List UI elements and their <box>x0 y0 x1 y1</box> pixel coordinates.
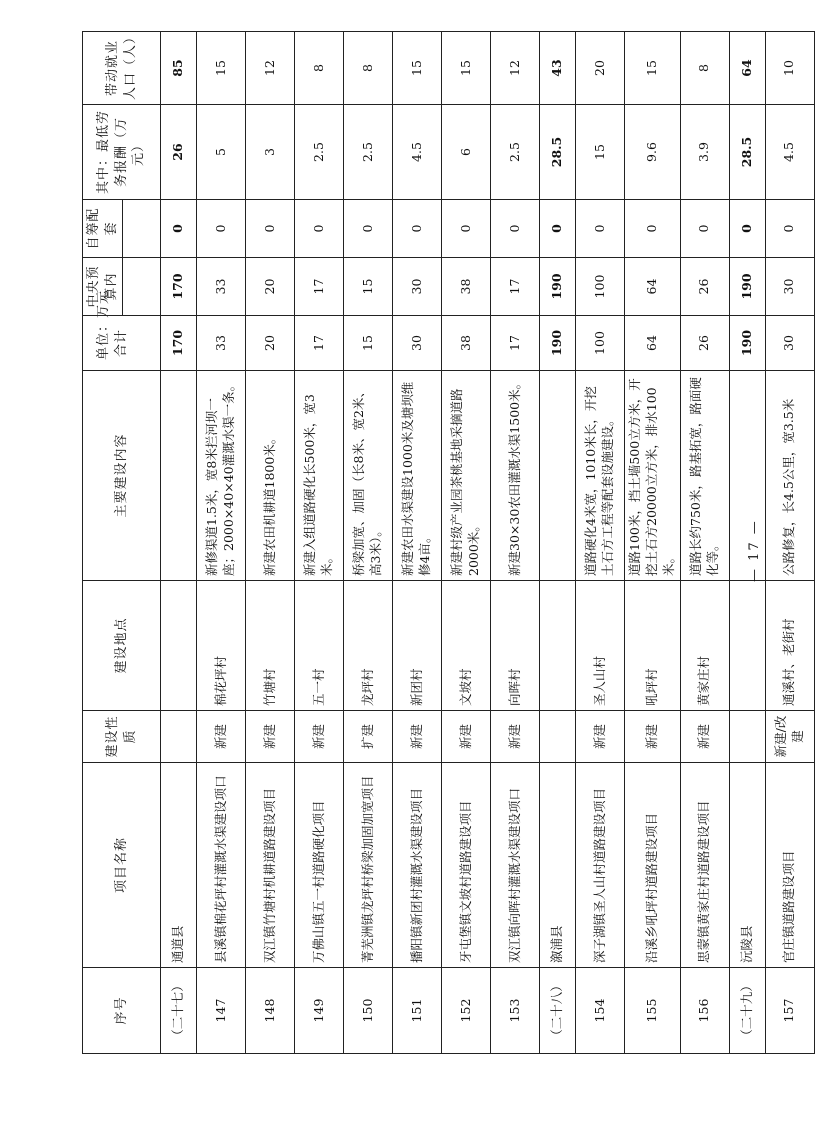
cell-jobs: 20 <box>576 32 625 105</box>
cell-self: 0 <box>729 200 765 258</box>
cell-central: 64 <box>625 258 681 316</box>
cell-total: 100 <box>576 316 625 371</box>
cell-seq: 150 <box>344 968 393 1054</box>
project-table <box>82 31 815 1054</box>
cell-jobs: 12 <box>491 32 540 105</box>
group-row <box>161 32 197 1054</box>
cell-location: 圣人山村 <box>576 581 625 711</box>
cell-jobs: 12 <box>246 32 295 105</box>
cell-name: 县溪镇棉花坪村灌溉水渠建设项口 <box>197 763 246 968</box>
table-row <box>393 32 442 1054</box>
cell-seq: 154 <box>576 968 625 1054</box>
cell-name: 牙屯堡镇文坡村道路建设项目 <box>442 763 491 968</box>
cell-seq: 155 <box>625 968 681 1054</box>
cell-location: 新团村 <box>393 581 442 711</box>
cell-location: 五一村 <box>295 581 344 711</box>
cell-labor: 5 <box>197 105 246 200</box>
header-spacer <box>123 258 161 316</box>
cell-location: 吼坪村 <box>625 581 681 711</box>
cell-location: 通溪村、老街村 <box>765 581 814 711</box>
cell-total: 190 <box>729 316 765 371</box>
cell-jobs: 15 <box>393 32 442 105</box>
cell-content: 新修渠道1.5米，宽8米拦河坝一座；2000×40×40灌溉水渠一条。 <box>197 371 246 581</box>
header-nature: 建设性质 <box>83 711 161 763</box>
cell-nature: 新建 <box>197 711 246 763</box>
cell-location <box>540 581 576 711</box>
cell-labor: 28.5 <box>729 105 765 200</box>
cell-content: 新建30×30农田灌溉水渠1500米。 <box>491 371 540 581</box>
cell-nature: 新建 <box>246 711 295 763</box>
cell-jobs: 43 <box>540 32 576 105</box>
cell-jobs: 15 <box>442 32 491 105</box>
cell-content: 新建农田水渠建设1000米及塘坝维修4亩。 <box>393 371 442 581</box>
cell-location: 龙坪村 <box>344 581 393 711</box>
table-row <box>680 32 729 1054</box>
cell-self: 0 <box>161 200 197 258</box>
cell-nature: 新建 <box>442 711 491 763</box>
cell-central: 33 <box>197 258 246 316</box>
cell-central: 170 <box>161 258 197 316</box>
cell-seq: 147 <box>197 968 246 1054</box>
cell-location <box>729 581 765 711</box>
header-seq: 序号 <box>83 968 161 1054</box>
cell-total: 33 <box>197 316 246 371</box>
cell-central: 38 <box>442 258 491 316</box>
cell-content: 新建农田机耕道1800米。 <box>246 371 295 581</box>
cell-jobs: 10 <box>765 32 814 105</box>
table-row <box>576 32 625 1054</box>
cell-seq: 148 <box>246 968 295 1054</box>
cell-labor: 28.5 <box>540 105 576 200</box>
cell-nature <box>161 711 197 763</box>
header-central: 中央预算内 <box>83 258 123 316</box>
cell-central: 190 <box>729 258 765 316</box>
cell-seq: 151 <box>393 968 442 1054</box>
cell-central: 190 <box>540 258 576 316</box>
cell-labor: 2.5 <box>491 105 540 200</box>
cell-location: 黄家庄村 <box>680 581 729 711</box>
cell-central: 26 <box>680 258 729 316</box>
header-location: 建设地点 <box>83 581 161 711</box>
unit-label: 单位：万元 <box>96 289 111 360</box>
cell-location: 向晖村 <box>491 581 540 711</box>
cell-seq: （二十九） <box>729 968 765 1054</box>
cell-name: 菁芜洲镇龙坪村桥梁加固加宽项目 <box>344 763 393 968</box>
cell-labor: 15 <box>576 105 625 200</box>
cell-location: 竹塘村 <box>246 581 295 711</box>
cell-content: 道路硬化4米宽，1010米长，开挖土石方工程等配套设施建设。 <box>576 371 625 581</box>
cell-self: 0 <box>344 200 393 258</box>
cell-seq: （二十八） <box>540 968 576 1054</box>
cell-location: 棉花坪村 <box>197 581 246 711</box>
cell-seq: 152 <box>442 968 491 1054</box>
cell-self: 0 <box>765 200 814 258</box>
cell-central: 100 <box>576 258 625 316</box>
cell-name: 思蒙镇黄家庄村道路建设项目 <box>680 763 729 968</box>
cell-central: 20 <box>246 258 295 316</box>
cell-central: 30 <box>393 258 442 316</box>
cell-total: 17 <box>491 316 540 371</box>
cell-central: 17 <box>491 258 540 316</box>
cell-self: 0 <box>625 200 681 258</box>
cell-jobs: 8 <box>344 32 393 105</box>
cell-nature: 新建 <box>393 711 442 763</box>
cell-labor: 4.5 <box>393 105 442 200</box>
table-row <box>442 32 491 1054</box>
header-name: 项目名称 <box>83 763 161 968</box>
cell-jobs: 8 <box>295 32 344 105</box>
cell-total: 15 <box>344 316 393 371</box>
cell-labor: 26 <box>161 105 197 200</box>
cell-seq: （二十七） <box>161 968 197 1054</box>
cell-nature: 新建 <box>625 711 681 763</box>
cell-nature: 新建/改建 <box>765 711 814 763</box>
table-row <box>295 32 344 1054</box>
cell-self: 0 <box>491 200 540 258</box>
cell-content: 桥梁加宽、加固（长8米、宽2米、高3米）。 <box>344 371 393 581</box>
cell-content: 新建村级产业园茶桃基地采摘道路2000米。 <box>442 371 491 581</box>
cell-total: 30 <box>765 316 814 371</box>
group-row <box>540 32 576 1054</box>
cell-name: 官庄镇道路建设项目 <box>765 763 814 968</box>
cell-location <box>161 581 197 711</box>
cell-seq: 156 <box>680 968 729 1054</box>
header-spacer <box>123 200 161 258</box>
cell-location: 文坡村 <box>442 581 491 711</box>
cell-nature: 新建 <box>680 711 729 763</box>
cell-labor: 3 <box>246 105 295 200</box>
cell-central: 15 <box>344 258 393 316</box>
table-row <box>491 32 540 1054</box>
cell-nature: 新建 <box>576 711 625 763</box>
cell-seq: 149 <box>295 968 344 1054</box>
cell-nature <box>540 711 576 763</box>
cell-content: 道路长约750米，路基拓宽，路面硬化等。 <box>680 371 729 581</box>
cell-labor: 3.9 <box>680 105 729 200</box>
cell-name: 深子湖镇圣人山村道路建设项目 <box>576 763 625 968</box>
cell-seq: 157 <box>765 968 814 1054</box>
cell-total: 170 <box>161 316 197 371</box>
cell-self: 0 <box>393 200 442 258</box>
cell-labor: 9.6 <box>625 105 681 200</box>
header-labor: 其中：最低劳务报酬（万元） <box>83 105 161 200</box>
table-row <box>246 32 295 1054</box>
cell-nature: 新建 <box>491 711 540 763</box>
cell-name: 双江镇竹塘村机耕道路建设项目 <box>246 763 295 968</box>
cell-total: 38 <box>442 316 491 371</box>
cell-labor: 4.5 <box>765 105 814 200</box>
cell-self: 0 <box>680 200 729 258</box>
cell-jobs: 64 <box>729 32 765 105</box>
cell-nature: 扩建 <box>344 711 393 763</box>
cell-total: 190 <box>540 316 576 371</box>
cell-name: 万佛山镇五一村道路硬化项目 <box>295 763 344 968</box>
cell-self: 0 <box>246 200 295 258</box>
cell-self: 0 <box>576 200 625 258</box>
table-row <box>197 32 246 1054</box>
cell-content: 新建入组道路硬化长500米，宽3米。 <box>295 371 344 581</box>
table-row <box>625 32 681 1054</box>
cell-nature <box>729 711 765 763</box>
cell-total: 26 <box>680 316 729 371</box>
cell-name: 沿溪乡吼坪村道路建设项目 <box>625 763 681 968</box>
header-total: 合计 <box>83 316 161 371</box>
cell-name: 播阳镇新团村灌溉水渠建设项目 <box>393 763 442 968</box>
header-jobs: 带动就业人口（人） <box>83 32 161 105</box>
table-row <box>344 32 393 1054</box>
cell-central: 17 <box>295 258 344 316</box>
cell-name: 溆浦县 <box>540 763 576 968</box>
header-content: 主要建设内容 <box>83 371 161 581</box>
cell-labor: 6 <box>442 105 491 200</box>
cell-self: 0 <box>540 200 576 258</box>
cell-name: 双江镇向晖村灌溉水渠建设项口 <box>491 763 540 968</box>
cell-central: 30 <box>765 258 814 316</box>
table-body <box>161 32 815 1054</box>
cell-jobs: 8 <box>680 32 729 105</box>
cell-self: 0 <box>295 200 344 258</box>
cell-total: 64 <box>625 316 681 371</box>
cell-content: 道路100米，挡土墙500立方米，开挖土石方20000立方米，排水100米。 <box>625 371 681 581</box>
cell-self: 0 <box>442 200 491 258</box>
cell-content <box>161 371 197 581</box>
cell-total: 20 <box>246 316 295 371</box>
cell-name: 通道县 <box>161 763 197 968</box>
cell-labor: 2.5 <box>344 105 393 200</box>
cell-jobs: 85 <box>161 32 197 105</box>
cell-labor: 2.5 <box>295 105 344 200</box>
cell-self: 0 <box>197 200 246 258</box>
header-self: 自筹配套 <box>83 200 123 258</box>
page-number: — 17 — <box>747 519 762 582</box>
cell-total: 30 <box>393 316 442 371</box>
cell-seq: 153 <box>491 968 540 1054</box>
cell-total: 17 <box>295 316 344 371</box>
cell-content <box>540 371 576 581</box>
cell-content: 公路修复，长4.5公里，宽3.5米 <box>765 371 814 581</box>
table-row <box>765 32 814 1054</box>
cell-jobs: 15 <box>197 32 246 105</box>
cell-nature: 新建 <box>295 711 344 763</box>
cell-name: 沅陵县 <box>729 763 765 968</box>
cell-jobs: 15 <box>625 32 681 105</box>
